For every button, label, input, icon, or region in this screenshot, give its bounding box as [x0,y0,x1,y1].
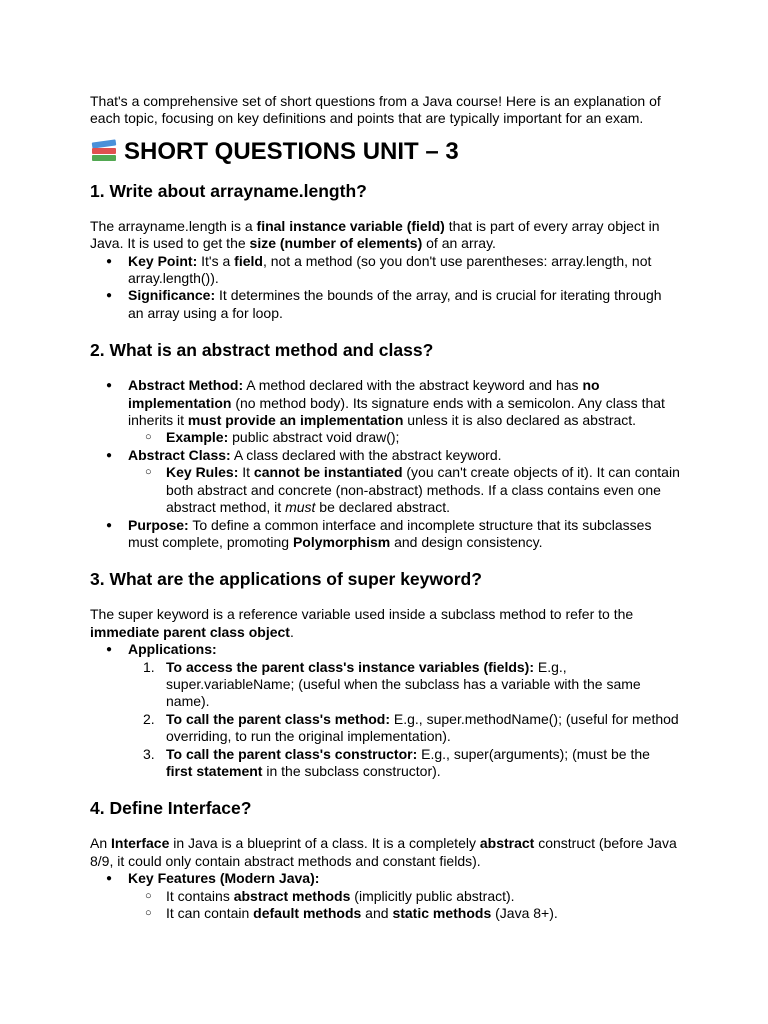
intro-paragraph: That's a comprehensive set of short questions from a Java course! Here is an explanation of each topic, focusing on key definitions and points that are typically important for an exam. [90,93,661,127]
section-3-paragraph: The super keyword is a reference variable used inside a subclass method to refer to the immediate parent class object. [90,606,634,640]
section-4-paragraph: An Interface in Java is a blueprint of a class. It is a completely abstract construct (before Java 8/9, it could only contain abstract methods and constant fields). [90,835,677,869]
page-title [90,138,680,166]
section-4 [90,797,680,922]
section-1-bullets [90,253,680,323]
section-2-bullets [90,377,680,551]
sub-list-item: ○ Example: public abstract void draw(); [128,429,680,446]
list-item: ● Significance: It determines the bounds of the array, and is crucial for iterating through an array using a for loop. [90,287,680,322]
sub-list-item: ○ Key Rules: It cannot be instantiated (you can't create objects of it). It can contain both abstract and concrete (non-abstract) methods. If a class contains even one abstract method, it must be declared abstract. [128,464,680,516]
section-3-heading: 3. What are the applications of super keyword? [90,569,482,590]
list-item: ● Key Features (Modern Java): ○ It contains abstract methods (implicitly public abstract). ○ It can contain default methods and static methods (Java 8+). [90,870,680,922]
sub-list [128,464,680,516]
section-2 [90,339,680,551]
sub-list-item: ○ It contains abstract methods (implicitly public abstract). [128,888,680,905]
page-title-text: SHORT QUESTIONS UNIT – 3 [124,137,459,165]
sub-list-item: ○ It can contain default methods and static methods (Java 8+). [128,905,680,922]
numbered-list [128,659,680,781]
numbered-item: 2. To call the parent class's method: E.g., super.methodName(); (useful for method overriding, to run the original implementation). [143,710,679,745]
sub-list [128,429,680,446]
list-item: ● Applications: 1. To access the parent class's instance variables (fields): E.g., super.variableName; (useful when the subclass has a variable with the same name). 2. To call the parent class's method: E.g., super.methodName(); (useful for method overriding, to run the original implementation). 3. To call the parent class's constructor: E.g., super(arguments); (must be the first statement in the subclass constructor). [90,641,680,780]
section-3-bullets [90,641,680,780]
section-4-heading: 4. Define Interface? [90,798,252,819]
numbered-item: 1. To access the parent class's instance variables (fields): E.g., super.variableName; (useful when the subclass has a variable with the same name). [143,658,641,710]
section-2-heading: 2. What is an abstract method and class? [90,340,434,361]
sub-list [128,888,680,923]
section-4-bullets [90,870,680,922]
numbered-item: 3. To call the parent class's constructor: E.g., super(arguments); (must be the first statement in the subclass constructor). [143,745,650,779]
list-item: ● Abstract Method: A method declared with the abstract keyword and has no implementation (no method body). Its signature ends with a semicolon. Any class that inherits it must provide an implementation unless it is also declared as abstract. ○ Example: public abstract void draw(); [90,377,680,447]
section-1 [90,180,680,322]
section-1-paragraph: The arrayname.length is a final instance variable (field) that is part of every array object in Java. It is used to get the size (number of elements) of an array. [90,217,660,252]
section-3 [90,568,680,780]
books-icon [90,139,118,165]
section-1-heading: 1. Write about arrayname.length? [90,180,367,201]
list-item: ● Key Point: It's a field, not a method (so you don't use parentheses: array.length, not array.length()). [90,253,680,288]
document-content [90,93,680,939]
list-item: ● Abstract Class: A class declared with the abstract keyword. ○ Key Rules: It cannot be instantiated (you can't create objects of it). It can contain both abstract and concrete (non-abstract) methods. If a class contains even one abstract method, it must be declared abstract. [90,447,680,517]
list-item: ● Purpose: To define a common interface and incomplete structure that its subclasses must complete, promoting Polymorphism and design consistency. [90,517,680,552]
